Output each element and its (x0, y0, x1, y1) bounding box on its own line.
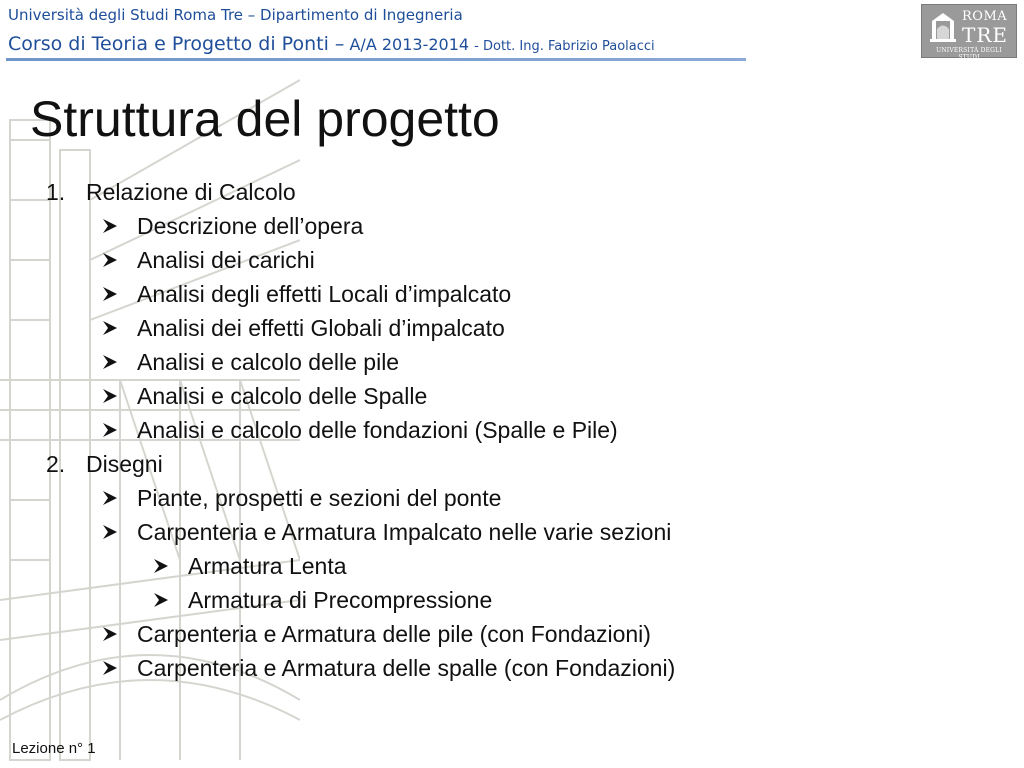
arrow-bullet-icon (101, 353, 119, 371)
item-number: 2. (46, 451, 66, 477)
item-label: Analisi e calcolo delle pile (137, 349, 400, 375)
lecture-number: Lezione n° 1 (12, 740, 96, 757)
professor-name: - Dott. Ing. Fabrizio Paolacci (474, 39, 655, 54)
logo-subtitle: UNIVERSITÀ DEGLI STUDI (936, 47, 1002, 61)
arrow-bullet-icon (101, 489, 119, 507)
arrow-bullet-icon (101, 659, 119, 677)
logo-text-roma: ROMA (962, 9, 1008, 24)
item-label: Analisi e calcolo delle Spalle (137, 383, 428, 409)
slide-title: Struttura del progetto (30, 91, 500, 147)
item-label: Analisi degli effetti Locali d’impalcato (137, 281, 512, 307)
arrow-bullet-icon (152, 557, 170, 575)
item-label: Carpenteria e Armatura delle spalle (con Fondazioni) (137, 655, 676, 681)
course-name: Corso di Teoria e Progetto di Ponti – (8, 33, 345, 55)
arch-icon (928, 11, 958, 43)
item-number: 1. (46, 179, 66, 205)
item-label: Descrizione dell’opera (137, 213, 364, 239)
item-label: Carpenteria e Armatura Impalcato nelle varie sezioni (137, 519, 672, 545)
university-header: Università degli Studi Roma Tre – Dipartimento di Ingegneria (8, 6, 463, 24)
arrow-bullet-icon (101, 387, 119, 405)
arrow-bullet-icon (101, 625, 119, 643)
item-label: Analisi dei effetti Globali d’impalcato (137, 315, 505, 341)
arrow-bullet-icon (152, 591, 170, 609)
arrow-bullet-icon (101, 523, 119, 541)
arrow-bullet-icon (101, 217, 119, 235)
arrow-bullet-icon (101, 421, 119, 439)
logo-text-tre: TRE (962, 23, 1008, 47)
header-divider (6, 58, 746, 61)
arrow-bullet-icon (101, 251, 119, 269)
item-label: Analisi dei carichi (137, 247, 315, 273)
item-label: Disegni (86, 451, 163, 477)
item-label: Armatura Lenta (188, 553, 347, 579)
roma-tre-logo (921, 4, 1017, 61)
academic-year: A/A 2013-2014 (349, 35, 470, 54)
course-header (8, 33, 655, 55)
item-label: Carpenteria e Armatura delle pile (con Fondazioni) (137, 621, 651, 647)
item-label: Analisi e calcolo delle fondazioni (Spalle e Pile) (137, 417, 618, 443)
item-label: Armatura di Precompressione (188, 587, 493, 613)
item-label: Piante, prospetti e sezioni del ponte (137, 485, 502, 511)
arrow-bullet-icon (101, 285, 119, 303)
item-label: Relazione di Calcolo (86, 179, 296, 205)
arrow-bullet-icon (101, 319, 119, 337)
